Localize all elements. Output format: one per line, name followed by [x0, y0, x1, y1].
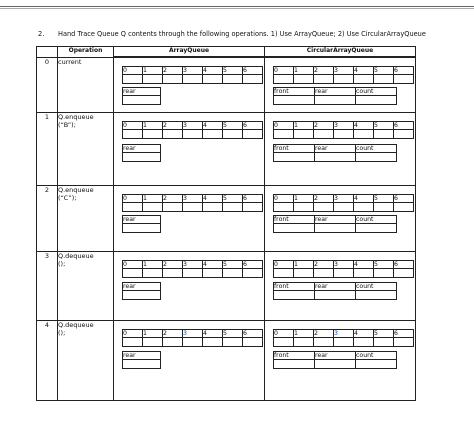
count-label: count [356, 88, 397, 96]
index-label: 6 [243, 330, 263, 338]
front-rear-count-box [273, 144, 397, 162]
index-label: 2 [163, 195, 183, 203]
array-slot[interactable] [243, 75, 263, 84]
array-slot[interactable] [334, 75, 354, 84]
array-slot[interactable] [203, 75, 223, 84]
array-queue-cell [114, 186, 265, 252]
index-label: 3 [183, 195, 203, 203]
count-label: count [356, 216, 397, 224]
count-value[interactable] [356, 360, 397, 369]
array-grid [273, 194, 414, 212]
index-label: 3 [183, 330, 203, 338]
count-value[interactable] [356, 291, 397, 300]
rear-value[interactable] [315, 360, 356, 369]
trace-table [36, 46, 416, 401]
count-value[interactable] [356, 224, 397, 233]
index-label: 6 [394, 330, 414, 338]
index-label: 2 [314, 67, 334, 75]
array-grid [122, 260, 263, 278]
trace-row [37, 186, 416, 252]
index-label: 5 [374, 261, 394, 269]
array-slot[interactable] [223, 130, 243, 139]
array-slot[interactable] [243, 203, 263, 212]
array-slot[interactable] [203, 338, 223, 347]
count-value[interactable] [356, 96, 397, 105]
array-slot[interactable] [163, 338, 183, 347]
count-label: count [356, 145, 397, 153]
array-slot[interactable] [183, 203, 203, 212]
rear-box [122, 351, 161, 369]
row-number: 1 [37, 113, 58, 186]
index-label: 3 [334, 195, 354, 203]
array-slot[interactable] [294, 130, 314, 139]
row-number: 4 [37, 321, 58, 401]
count-label: count [356, 352, 397, 360]
array-slot[interactable] [334, 203, 354, 212]
index-label: 3 [334, 67, 354, 75]
array-slot[interactable] [223, 203, 243, 212]
array-slot[interactable] [163, 203, 183, 212]
rear-value[interactable] [315, 153, 356, 162]
index-label: 0 [274, 261, 294, 269]
array-slot[interactable] [203, 130, 223, 139]
array-slot[interactable] [374, 269, 394, 278]
array-queue-cell [114, 58, 265, 113]
array-grid [273, 329, 414, 347]
operation-cell [58, 252, 114, 321]
array-slot[interactable] [183, 269, 203, 278]
array-slot[interactable] [123, 75, 143, 84]
array-slot[interactable] [243, 269, 263, 278]
trace-row [37, 321, 416, 401]
array-slot[interactable] [274, 269, 294, 278]
index-label: 3 [183, 122, 203, 130]
array-slot[interactable] [223, 75, 243, 84]
operation-args: (“C”); [58, 194, 77, 202]
array-slot[interactable] [123, 203, 143, 212]
front-value[interactable] [274, 224, 315, 233]
index-label: 6 [243, 195, 263, 203]
index-label: 0 [123, 122, 143, 130]
index-label: 4 [354, 330, 374, 338]
front-value[interactable] [274, 291, 315, 300]
rear-value[interactable] [123, 360, 161, 369]
index-label: 0 [274, 195, 294, 203]
array-slot[interactable] [354, 338, 374, 347]
front-rear-count-box [273, 215, 397, 233]
trace-row [37, 252, 416, 321]
index-label: 3 [183, 261, 203, 269]
front-label: front [274, 283, 315, 291]
index-label: 2 [314, 261, 334, 269]
index-label: 2 [163, 330, 183, 338]
front-value[interactable] [274, 360, 315, 369]
rear-value[interactable] [315, 96, 356, 105]
operation-cell [58, 113, 114, 186]
operation-args: (); [58, 329, 66, 337]
question-text: Hand Trace Queue Q contents through the following operations. 1) Use ArrayQueue; 2) Use CircularArrayQueue [58, 30, 426, 38]
index-label: 5 [223, 330, 243, 338]
array-slot[interactable] [394, 338, 414, 347]
index-label: 5 [223, 67, 243, 75]
index-label: 4 [203, 195, 223, 203]
index-label: 1 [143, 195, 163, 203]
array-slot[interactable] [223, 338, 243, 347]
index-label: 0 [274, 122, 294, 130]
array-slot[interactable] [314, 269, 334, 278]
trace-row [37, 113, 416, 186]
array-slot[interactable] [243, 338, 263, 347]
array-slot[interactable] [203, 269, 223, 278]
index-label: 6 [243, 261, 263, 269]
rear-value[interactable] [123, 291, 161, 300]
index-label: 2 [163, 122, 183, 130]
count-value[interactable] [356, 153, 397, 162]
array-slot[interactable] [274, 338, 294, 347]
index-label: 2 [163, 67, 183, 75]
array-slot[interactable] [163, 130, 183, 139]
index-label: 1 [143, 330, 163, 338]
index-label: 3 [334, 122, 354, 130]
array-slot[interactable] [334, 130, 354, 139]
rear-label: rear [123, 283, 161, 291]
array-slot[interactable] [314, 130, 334, 139]
circular-queue-cell [265, 321, 416, 401]
array-slot[interactable] [143, 203, 163, 212]
index-label: 1 [294, 330, 314, 338]
index-label: 4 [354, 67, 374, 75]
index-label: 5 [374, 67, 394, 75]
array-slot[interactable] [354, 130, 374, 139]
array-grid [273, 121, 414, 139]
index-label: 1 [143, 122, 163, 130]
array-slot[interactable] [394, 269, 414, 278]
corner-cell [37, 47, 58, 58]
rear-label: rear [315, 352, 356, 360]
index-label: 1 [294, 261, 314, 269]
array-slot[interactable] [183, 338, 203, 347]
rear-label: rear [123, 216, 161, 224]
index-label: 1 [143, 67, 163, 75]
array-slot[interactable] [374, 130, 394, 139]
index-label: 2 [314, 330, 334, 338]
array-slot[interactable] [314, 203, 334, 212]
front-label: front [274, 88, 315, 96]
array-slot[interactable] [183, 130, 203, 139]
array-slot[interactable] [143, 269, 163, 278]
array-slot[interactable] [354, 203, 374, 212]
rear-value[interactable] [123, 96, 161, 105]
index-label: 5 [223, 195, 243, 203]
array-slot[interactable] [334, 338, 354, 347]
circular-queue-cell [265, 113, 416, 186]
array-slot[interactable] [314, 338, 334, 347]
array-slot[interactable] [314, 75, 334, 84]
circular-queue-header: CircularArrayQueue [265, 47, 416, 57]
array-slot[interactable] [394, 203, 414, 212]
index-label: 6 [394, 195, 414, 203]
array-slot[interactable] [143, 338, 163, 347]
operation-cell [58, 58, 114, 113]
array-slot[interactable] [274, 130, 294, 139]
rear-label: rear [123, 145, 161, 153]
index-label: 4 [203, 67, 223, 75]
array-slot[interactable] [143, 75, 163, 84]
operation-args: (); [58, 260, 66, 268]
operation-text: Q.dequeue [58, 252, 94, 260]
index-label: 2 [314, 195, 334, 203]
array-slot[interactable] [294, 338, 314, 347]
array-slot[interactable] [374, 203, 394, 212]
index-label: 3 [183, 67, 203, 75]
index-label: 0 [123, 330, 143, 338]
array-slot[interactable] [374, 75, 394, 84]
circular-queue-cell [265, 58, 416, 113]
circular-queue-cell [265, 186, 416, 252]
row-number: 3 [37, 252, 58, 321]
index-label: 2 [163, 261, 183, 269]
index-label: 6 [394, 122, 414, 130]
index-label: 0 [274, 330, 294, 338]
array-slot[interactable] [394, 75, 414, 84]
index-label: 0 [123, 261, 143, 269]
index-label: 1 [294, 195, 314, 203]
array-slot[interactable] [294, 269, 314, 278]
index-label: 0 [274, 67, 294, 75]
operation-header: Operation [58, 47, 114, 58]
index-label: 5 [223, 122, 243, 130]
index-label: 6 [394, 261, 414, 269]
rear-label: rear [315, 216, 356, 224]
array-slot[interactable] [394, 130, 414, 139]
array-queue-cell [114, 321, 265, 401]
index-label: 1 [143, 261, 163, 269]
index-label: 4 [203, 261, 223, 269]
operation-text: Q.enqueue [58, 186, 94, 194]
index-label: 1 [294, 122, 314, 130]
array-slot[interactable] [354, 75, 374, 84]
index-label: 3 [334, 330, 354, 338]
row-number: 2 [37, 186, 58, 252]
index-label: 6 [243, 67, 263, 75]
front-label: front [274, 352, 315, 360]
array-slot[interactable] [163, 75, 183, 84]
index-label: 6 [394, 67, 414, 75]
index-label: 4 [354, 195, 374, 203]
page-top-rule-2 [0, 8, 474, 9]
rear-box [122, 144, 161, 162]
rear-label: rear [123, 352, 161, 360]
array-slot[interactable] [354, 269, 374, 278]
array-slot[interactable] [294, 203, 314, 212]
array-slot[interactable] [163, 269, 183, 278]
array-slot[interactable] [294, 75, 314, 84]
array-slot[interactable] [274, 203, 294, 212]
array-slot[interactable] [123, 269, 143, 278]
array-slot[interactable] [243, 130, 263, 139]
trace-row [37, 58, 416, 113]
front-rear-count-box [273, 351, 397, 369]
front-value[interactable] [274, 153, 315, 162]
array-slot[interactable] [334, 269, 354, 278]
array-slot[interactable] [123, 338, 143, 347]
front-rear-count-box [273, 282, 397, 300]
index-label: 5 [374, 330, 394, 338]
array-slot[interactable] [203, 203, 223, 212]
index-label: 5 [374, 122, 394, 130]
index-label: 0 [123, 195, 143, 203]
index-label: 4 [203, 330, 223, 338]
index-label: 5 [374, 195, 394, 203]
rear-box [122, 282, 161, 300]
array-grid [273, 260, 414, 278]
array-grid [122, 66, 263, 84]
array-slot[interactable] [223, 269, 243, 278]
index-label: 4 [203, 122, 223, 130]
rear-box [122, 215, 161, 233]
operation-text: Q.enqueue [58, 113, 94, 121]
rear-label: rear [315, 145, 356, 153]
index-label: 6 [243, 122, 263, 130]
operation-text: Q.dequeue [58, 321, 94, 329]
row-number: 0 [37, 58, 58, 113]
rear-value[interactable] [315, 291, 356, 300]
array-grid [122, 194, 263, 212]
array-slot[interactable] [374, 338, 394, 347]
array-slot[interactable] [123, 130, 143, 139]
array-queue-header: ArrayQueue [114, 47, 265, 57]
operation-text: current [58, 58, 82, 66]
index-label: 2 [314, 122, 334, 130]
array-grid [273, 66, 414, 84]
rear-value[interactable] [315, 224, 356, 233]
rear-label: rear [315, 88, 356, 96]
rear-label: rear [315, 283, 356, 291]
front-rear-count-box [273, 87, 397, 105]
index-label: 3 [334, 261, 354, 269]
page-top-rule [0, 6, 474, 7]
front-label: front [274, 216, 315, 224]
operation-args: (“B”); [58, 121, 76, 129]
array-queue-cell [114, 113, 265, 186]
array-grid [122, 329, 263, 347]
question-number: 2. [38, 30, 45, 38]
question-heading [38, 30, 426, 38]
index-label: 4 [354, 122, 374, 130]
array-grid [122, 121, 263, 139]
array-slot[interactable] [274, 75, 294, 84]
rear-box [122, 87, 161, 105]
index-label: 5 [223, 261, 243, 269]
array-slot[interactable] [183, 75, 203, 84]
operation-cell [58, 321, 114, 401]
rear-value[interactable] [123, 153, 161, 162]
front-value[interactable] [274, 96, 315, 105]
operation-cell [58, 186, 114, 252]
array-slot[interactable] [143, 130, 163, 139]
index-label: 4 [354, 261, 374, 269]
array-queue-cell [114, 252, 265, 321]
index-label: 1 [294, 67, 314, 75]
front-label: front [274, 145, 315, 153]
rear-label: rear [123, 88, 161, 96]
circular-queue-cell [265, 252, 416, 321]
index-label: 0 [123, 67, 143, 75]
count-label: count [356, 283, 397, 291]
rear-value[interactable] [123, 224, 161, 233]
